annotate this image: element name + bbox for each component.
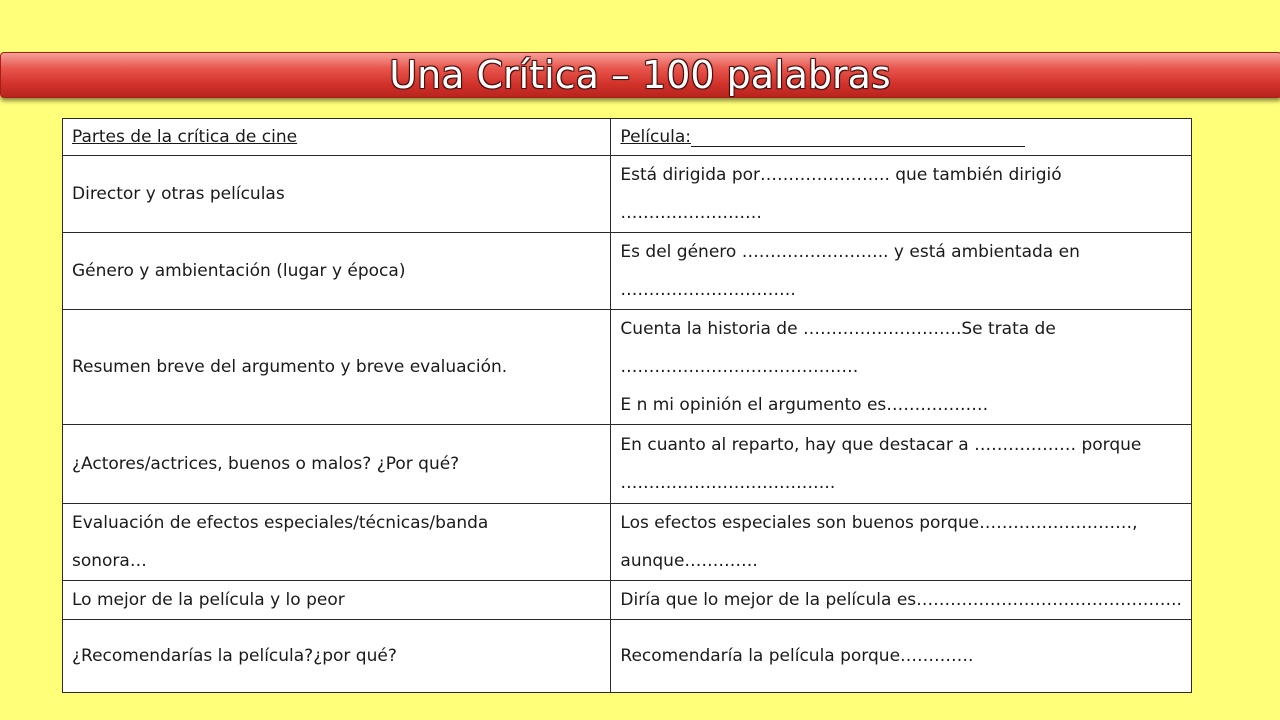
part-text: ¿Recomendarías la película?¿por qué?: [72, 646, 397, 666]
answer-text: Recomendaría la película porque………….: [620, 646, 974, 666]
table-row: [63, 581, 1192, 620]
answer-text: aunque………….: [620, 551, 758, 571]
part-text: Evaluación de efectos especiales/técnicas/banda: [72, 513, 489, 533]
row-answer-cell: [611, 425, 1192, 504]
row-part-cell: [63, 620, 611, 693]
table-row: [63, 233, 1192, 310]
part-text: Lo mejor de la película y lo peor: [72, 590, 345, 610]
table-row: [63, 425, 1192, 504]
part-text: Género y ambientación (lugar y época): [72, 261, 406, 281]
row-part-cell: [63, 310, 611, 425]
answer-text: En cuanto al reparto, hay que destacar a ……………… porque: [620, 435, 1142, 455]
answer-text: …………………….: [620, 203, 762, 223]
answer-text: ………………………….: [620, 280, 796, 300]
answer-text: Es del género …………………….. y está ambientada en: [620, 242, 1080, 262]
answer-text: E n mi opinión el argumento es………………: [620, 395, 989, 415]
answer-text: Los efectos especiales son buenos porque………………………,: [620, 513, 1138, 533]
row-part-cell: [63, 233, 611, 310]
review-table: [62, 118, 1192, 693]
table-row: [63, 310, 1192, 425]
row-part-cell: [63, 504, 611, 581]
row-answer-cell: [611, 620, 1192, 693]
page-title: Una Crítica – 100 palabras: [389, 53, 891, 97]
row-part-cell: [63, 156, 611, 233]
row-answer-cell: [611, 504, 1192, 581]
table-row: [63, 156, 1192, 233]
header-parts: Partes de la crítica de cine: [63, 119, 611, 156]
answer-text: ………………………………..: [620, 473, 836, 493]
row-answer-cell: [611, 310, 1192, 425]
row-part-cell: [63, 425, 611, 504]
row-answer-cell: [611, 233, 1192, 310]
film-label: Película:: [620, 127, 691, 147]
answer-text: Está dirigida por………………….. que también dirigió: [620, 165, 1062, 185]
part-text: sonora…: [72, 551, 147, 571]
film-title-blank: [691, 122, 1025, 147]
row-answer-cell: [611, 156, 1192, 233]
part-text: Resumen breve del argumento y breve evaluación.: [72, 357, 508, 377]
table-header-row: [63, 119, 1192, 156]
answer-text: Cuenta la historia de ……………………….Se trata de: [620, 319, 1056, 339]
table-row: [63, 620, 1192, 693]
answer-text: ……………………………………: [620, 357, 859, 377]
header-film: [611, 119, 1192, 156]
answer-text: Diría que lo mejor de la película es………………………………………..: [620, 590, 1182, 610]
part-text: Director y otras películas: [72, 184, 285, 204]
row-part-cell: [63, 581, 611, 620]
row-answer-cell: [611, 581, 1192, 620]
table-row: [63, 504, 1192, 581]
part-text: ¿Actores/actrices, buenos o malos? ¿Por qué?: [72, 454, 460, 474]
